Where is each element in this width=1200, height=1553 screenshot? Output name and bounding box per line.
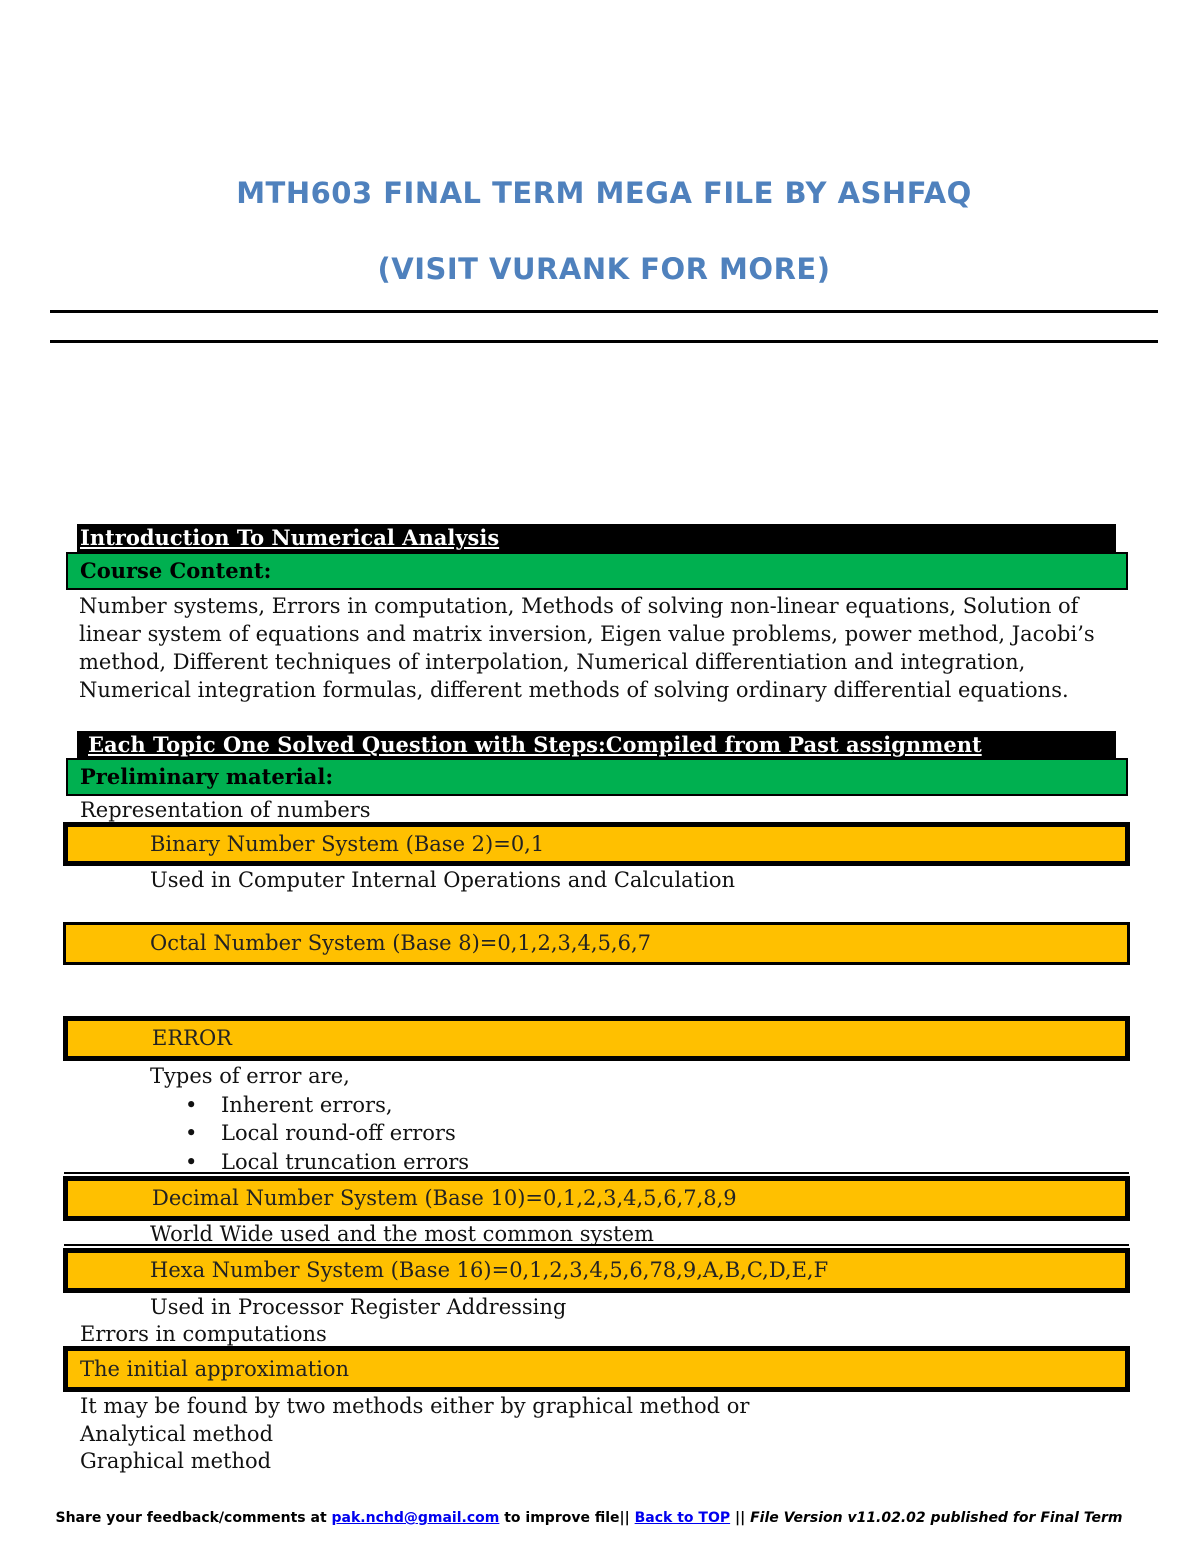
page-subtitle: (VISIT VURANK FOR MORE): [377, 252, 831, 286]
bullet-icon: •: [185, 1093, 198, 1117]
preliminary-label: Preliminary material:: [80, 764, 334, 789]
divider-bottom: [50, 340, 1158, 343]
binary-note: Used in Computer Internal Operations and Calculation: [150, 868, 736, 892]
course-content-bar: [66, 552, 1128, 590]
error-intro: Types of error are,: [150, 1064, 350, 1088]
octal-section-bar: [63, 922, 1130, 965]
divider-top: [50, 310, 1158, 313]
hexa-note: Used in Processor Register Addressing: [150, 1295, 567, 1319]
intro-heading: Introduction To Numerical Analysis: [80, 525, 500, 550]
list-item: • Local truncation errors: [185, 1148, 469, 1177]
initial-approx-bar: [63, 1346, 1130, 1392]
error-title: ERROR: [152, 1026, 232, 1050]
course-content-label: Course Content:: [80, 558, 272, 583]
bullet-icon: •: [185, 1121, 198, 1145]
bullet-icon: •: [185, 1150, 198, 1174]
list-item: • Inherent errors,: [185, 1091, 393, 1120]
decimal-note: World Wide used and the most common system: [150, 1222, 654, 1246]
decimal-title: Decimal Number System (Base 10)=0,1,2,3,4,5,6,7,8,9: [152, 1186, 737, 1210]
octal-title: Octal Number System (Base 8)=0,1,2,3,4,5,6,7: [150, 931, 651, 955]
footer-prefix: Share your feedback/comments at: [55, 1510, 332, 1526]
hexa-section-bar: [63, 1248, 1130, 1293]
footer-middle: to improve file||: [499, 1510, 635, 1526]
back-to-top-link[interactable]: Back to TOP: [634, 1510, 731, 1526]
solved-heading: Each Topic One Solved Question with Steps:Compiled from Past assignment: [88, 732, 982, 757]
list-item: • Local round-off errors: [185, 1119, 456, 1148]
initial-line-1: It may be found by two methods either by graphical method or: [80, 1394, 750, 1418]
course-content-text: Number systems, Errors in computation, Methods of solving non-linear equations, Solution of linear system of equations and matrix inversion, Eigen value problems, power method, Jacobi’s method, Different techniques of interpolation, Numerical differentiation and integration, Numerical integration formulas, different methods of solving ordinary differential equations.: [79, 594, 1095, 702]
file-version: File Version v11.02.02 published for Final Term: [750, 1510, 1123, 1526]
solved-heading-bar: [77, 731, 1116, 759]
initial-line-3: Graphical method: [80, 1449, 272, 1473]
error-section-bar: [63, 1016, 1130, 1061]
decimal-section-bar: [63, 1176, 1130, 1221]
feedback-email-link[interactable]: pak.nchd@gmail.com: [331, 1510, 500, 1526]
errors-computations-text: Errors in computations: [80, 1322, 327, 1346]
page-footer: [0, 1510, 1178, 1526]
binary-title: Binary Number System (Base 2)=0,1: [150, 832, 545, 856]
intro-heading-bar: [77, 524, 1116, 552]
page-title: MTH603 FINAL TERM MEGA FILE BY ASHFAQ: [236, 176, 972, 210]
footer-separator: ||: [730, 1510, 751, 1526]
hexa-title: Hexa Number System (Base 16)=0,1,2,3,4,5,6,78,9,A,B,C,D,E,F: [150, 1258, 829, 1282]
initial-line-2: Analytical method: [80, 1422, 274, 1446]
initial-approx-title: The initial approximation: [80, 1357, 350, 1381]
binary-section-bar: [63, 822, 1130, 866]
representation-text: Representation of numbers: [80, 798, 371, 822]
preliminary-bar: [66, 758, 1128, 796]
